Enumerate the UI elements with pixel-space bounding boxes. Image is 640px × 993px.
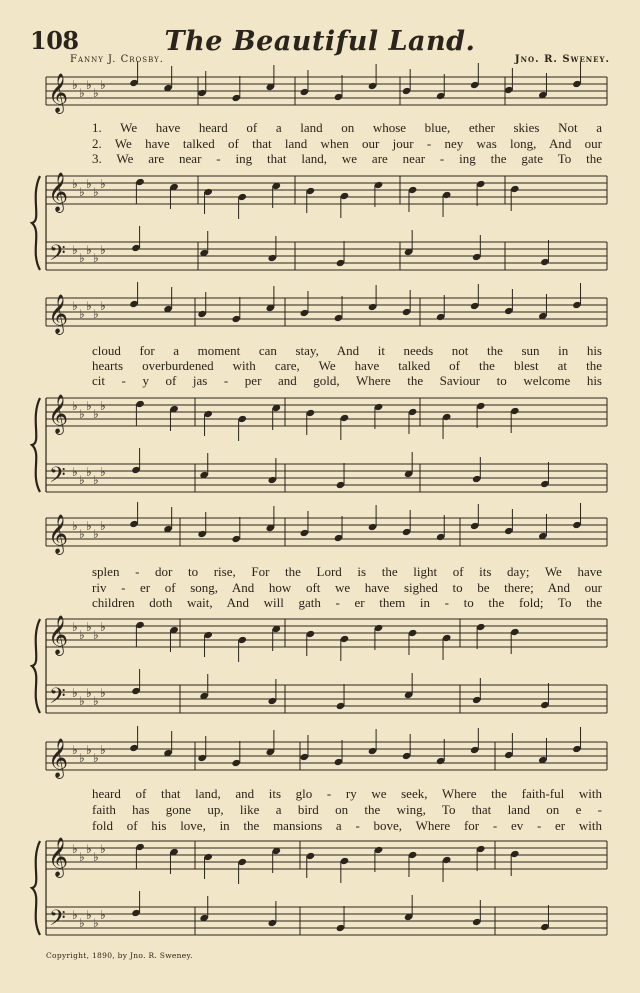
flat-icon: ♭	[79, 473, 85, 487]
treble-clef-icon: 𝄞	[48, 172, 69, 212]
flat-icon: ♭	[93, 694, 99, 708]
lyric-line: hearts overburdened with care, We have talked of the blest at the	[92, 358, 602, 373]
flat-icon: ♭	[93, 185, 99, 199]
flat-icon: ♭	[86, 243, 92, 257]
flat-icon: ♭	[100, 686, 106, 700]
lyric-line: 3. We are near - ing that land, we are near - ing the gate To the	[92, 151, 602, 166]
flat-icon: ♭	[86, 399, 92, 413]
flat-icon: ♭	[79, 850, 85, 864]
composer: Jno. R. Sweney.	[514, 54, 610, 65]
treble-clef-icon: 𝄞	[48, 394, 69, 434]
treble-clef-icon: 𝄞	[48, 294, 69, 334]
flat-icon: ♭	[79, 694, 85, 708]
grand-staff-brace	[32, 398, 40, 492]
treble-clef-icon: 𝄞	[48, 837, 69, 877]
lyric-line: 2. We have talked of that land when our jour - ney was long, And our	[92, 136, 602, 151]
lyric-line: heard of that land, and its glo - ry we seek, Where the faith-ful with	[92, 786, 602, 801]
treble-clef-icon: 𝄞	[48, 738, 69, 778]
flat-icon: ♭	[86, 842, 92, 856]
flat-icon: ♭	[79, 307, 85, 321]
flat-icon: ♭	[86, 465, 92, 479]
flat-icon: ♭	[72, 842, 78, 856]
copyright-notice: Copyright, 1890, by Jno. R. Sweney.	[46, 951, 193, 960]
flat-icon: ♭	[100, 243, 106, 257]
flat-icon: ♭	[100, 620, 106, 634]
flat-icon: ♭	[72, 243, 78, 257]
flat-icon: ♭	[72, 686, 78, 700]
treble-clef-icon: 𝄞	[48, 73, 69, 113]
flat-icon: ♭	[86, 78, 92, 92]
hymn-title: The Beautiful Land.	[164, 26, 476, 57]
flat-icon: ♭	[72, 519, 78, 533]
flat-icon: ♭	[79, 251, 85, 265]
lyric-line: 1. We have heard of a land on whose blue, ether skies Not a	[92, 120, 602, 135]
flat-icon: ♭	[93, 473, 99, 487]
flat-icon: ♭	[100, 299, 106, 313]
flat-icon: ♭	[72, 908, 78, 922]
flat-icon: ♭	[100, 399, 106, 413]
flat-icon: ♭	[86, 299, 92, 313]
treble-clef-icon: 𝄞	[48, 514, 69, 554]
flat-icon: ♭	[79, 751, 85, 765]
bass-clef-icon: 𝄢	[49, 906, 66, 936]
flat-icon: ♭	[100, 519, 106, 533]
flat-icon: ♭	[72, 743, 78, 757]
page-number: 108	[30, 26, 79, 55]
flat-icon: ♭	[93, 527, 99, 541]
treble-clef-icon: 𝄞	[48, 615, 69, 655]
flat-icon: ♭	[79, 628, 85, 642]
lyric-line: cloud for a moment can stay, And it needs not the sun in his	[92, 343, 602, 358]
flat-icon: ♭	[100, 465, 106, 479]
flat-icon: ♭	[86, 686, 92, 700]
lyric-line: splen - dor to rise, For the Lord is the light of its day; We have	[92, 564, 602, 579]
bass-clef-icon: 𝄢	[49, 463, 66, 493]
lyric-line: fold of his love, in the mansions a - bove, Where for - ev - er with	[92, 818, 602, 833]
lyricist: Fanny J. Crosby.	[70, 54, 164, 65]
flat-icon: ♭	[72, 620, 78, 634]
flat-icon: ♭	[93, 850, 99, 864]
flat-icon: ♭	[100, 908, 106, 922]
bass-clef-icon: 𝄢	[49, 684, 66, 714]
flat-icon: ♭	[93, 751, 99, 765]
grand-staff-brace	[32, 841, 40, 935]
flat-icon: ♭	[100, 842, 106, 856]
grand-staff-brace	[32, 619, 40, 713]
flat-icon: ♭	[93, 251, 99, 265]
flat-icon: ♭	[86, 519, 92, 533]
flat-icon: ♭	[79, 185, 85, 199]
flat-icon: ♭	[79, 407, 85, 421]
grand-staff-brace	[32, 176, 40, 270]
flat-icon: ♭	[79, 86, 85, 100]
flat-icon: ♭	[100, 743, 106, 757]
flat-icon: ♭	[93, 628, 99, 642]
flat-icon: ♭	[86, 620, 92, 634]
flat-icon: ♭	[86, 908, 92, 922]
flat-icon: ♭	[100, 78, 106, 92]
flat-icon: ♭	[100, 177, 106, 191]
flat-icon: ♭	[86, 743, 92, 757]
lyric-line: riv - er of song, And how oft we have sighed to be there; And our	[92, 580, 602, 595]
flat-icon: ♭	[79, 916, 85, 930]
bass-clef-icon: 𝄢	[49, 241, 66, 271]
flat-icon: ♭	[72, 177, 78, 191]
flat-icon: ♭	[72, 78, 78, 92]
lyric-line: cit - y of jas - per and gold, Where the Saviour to welcome his	[92, 373, 602, 388]
flat-icon: ♭	[72, 465, 78, 479]
lyric-line: faith has gone up, like a bird on the wing, To that land on e -	[92, 802, 602, 817]
flat-icon: ♭	[79, 527, 85, 541]
flat-icon: ♭	[72, 299, 78, 313]
flat-icon: ♭	[93, 86, 99, 100]
flat-icon: ♭	[93, 407, 99, 421]
lyric-line: children doth wait, And will gath - er them in - to the fold; To the	[92, 595, 602, 610]
flat-icon: ♭	[93, 307, 99, 321]
flat-icon: ♭	[93, 916, 99, 930]
flat-icon: ♭	[72, 399, 78, 413]
flat-icon: ♭	[86, 177, 92, 191]
